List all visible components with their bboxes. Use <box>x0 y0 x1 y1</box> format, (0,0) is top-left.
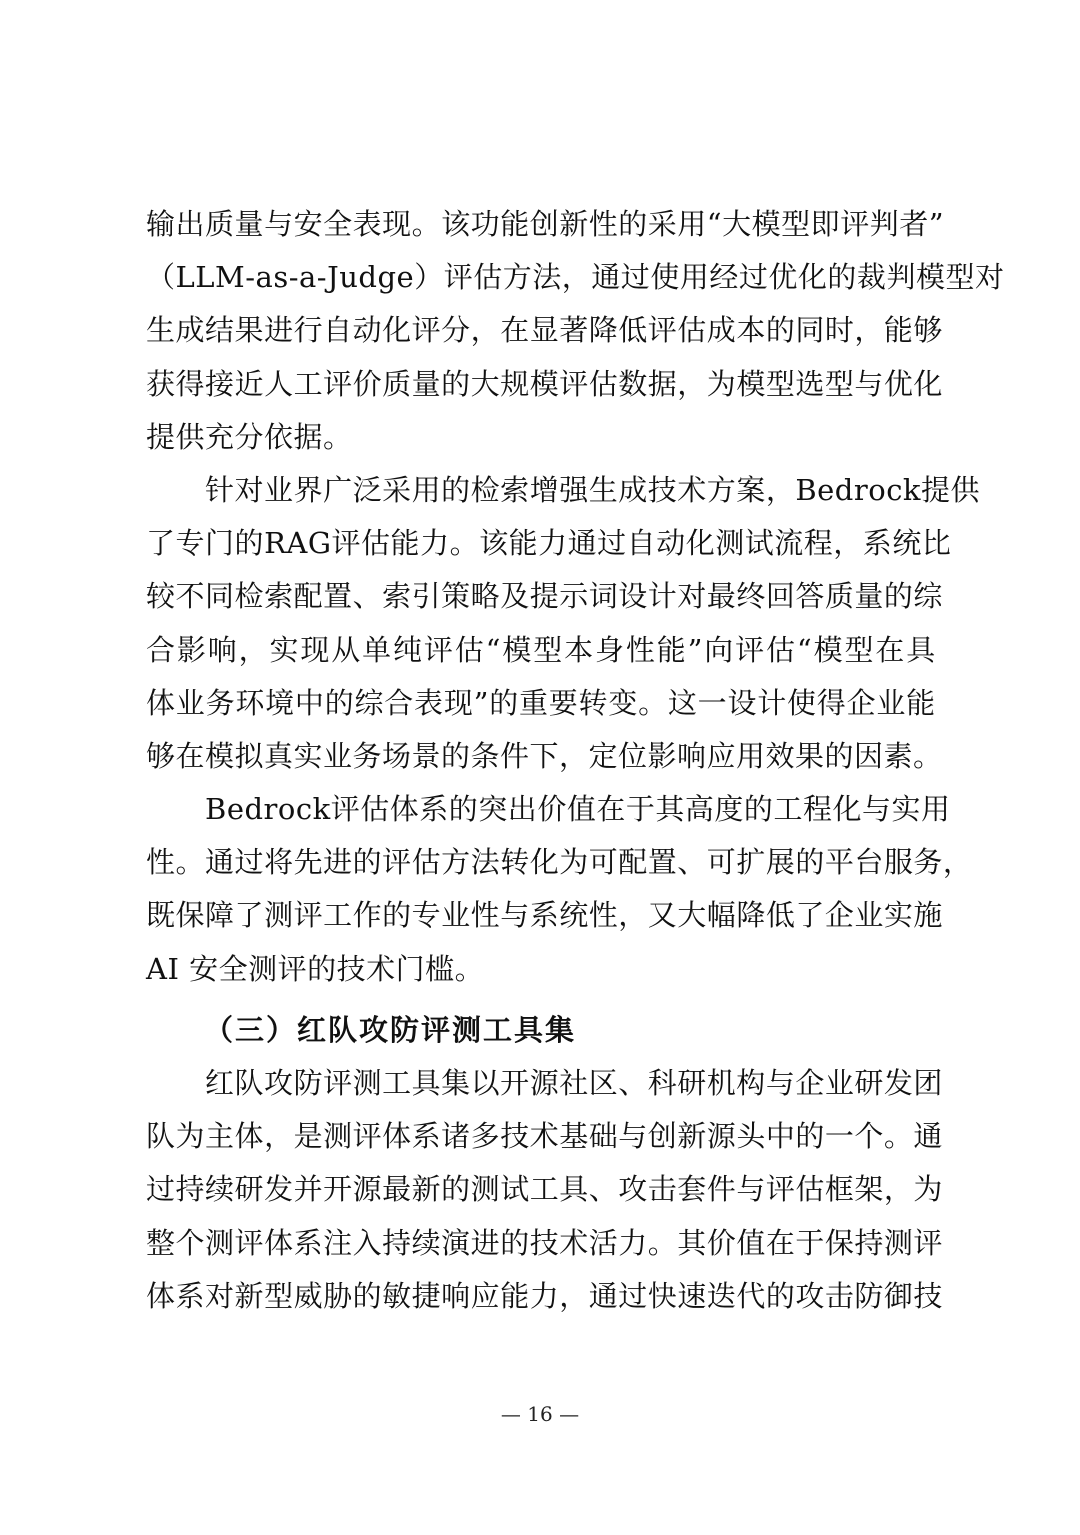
paragraph-line: 生 成 结 果 进 行 自 动 化 评 分 ， 在 显 著 降 低 评 估 成 本 的 同 时 ， 能 够 <box>146 313 943 348</box>
paragraph-line: 较 不 同 检 索 配 置 、 索 引 策 略 及 提 示 词 设 计 对 最 终 回 答 质 量 的 综 <box>146 579 943 614</box>
paragraph-line: 获 得 接 近 人 工 评 价 质 量 的 大 规 模 评 估 数 据 ， 为 模 型 选 型 与 优 化 <box>146 366 943 401</box>
body-text <box>146 198 1005 1323</box>
paragraph-line: （ LLM-as-a-Judge ） 评 估 方 法 ， 通 过 使 用 经 过 优 化 的 裁 判 模 型 对 <box>146 260 1005 295</box>
paragraph-line: 体 系 对 新 型 威 胁 的 敏 捷 响 应 能 力 ， 通 过 快 速 迭 代 的 攻 击 防 御 技 <box>146 1278 943 1313</box>
page-number: — 16 — <box>500 1402 580 1426</box>
paragraph-line: 够在模拟真实业务场景的条件下，定位影响应用效果的因素。 <box>146 738 943 773</box>
section-heading: （三）红队攻防评测工具集 <box>204 1012 577 1047</box>
paragraph-line: 队 为 主 体 ， 是 测 评 体 系 诸 多 技 术 基 础 与 创 新 源 头 中 的 一 个 。 通 <box>146 1119 943 1154</box>
paragraph-line: Bedrock 评 估 体 系 的 突 出 价 值 在 于 其 高 度 的 工 程 化 与 实 用 <box>205 792 951 827</box>
paragraph-line: 性 。 通 过 将 先 进 的 评 估 方 法 转 化 为 可 配 置 、 可 扩 展 的 平 台 服 务 ， <box>146 845 973 880</box>
paragraph-line: 提供充分依据。 <box>146 419 353 454</box>
paragraph-line: 红 队 攻 防 评 测 工 具 集 以 开 源 社 区 、 科 研 机 构 与 企 业 研 发 团 <box>205 1066 943 1100</box>
paragraph-line: AI 安全测评的技术门槛。 <box>146 951 485 986</box>
paragraph-line: 输 出 质 量 与 安 全 表 现 。 该 功 能 创 新 性 的 采 用 “ 大 模 型 即 评 判 者 ” <box>146 207 945 241</box>
paragraph-line: 针 对 业 界 广 泛 采 用 的 检 索 增 强 生 成 技 术 方 案 ， Bedrock 提 供 <box>205 472 981 507</box>
paragraph-line: 过 持 续 研 发 并 开 源 最 新 的 测 试 工 具 、 攻 击 套 件 与 评 估 框 架 ， 为 <box>146 1172 943 1207</box>
paragraph-line: 了 专 门 的 RAG 评 估 能 力 。 该 能 力 通 过 自 动 化 测 试 流 程 ， 系 统 比 <box>146 526 952 561</box>
paragraph-line: 体 业 务 环 境 中 的 综 合 表 现 ” 的 重 要 转 变 。 这 一 设 计 使 得 企 业 能 <box>146 685 936 720</box>
paragraph-line: 既 保 障 了 测 评 工 作 的 专 业 性 与 系 统 性 ， 又 大 幅 降 低 了 企 业 实 施 <box>146 898 943 933</box>
paragraph-line: 合 影 响 ， 实 现 从 单 纯 评 估 “ 模 型 本 身 性 能 ” 向 评 估 “ 模 型 在 具 <box>146 632 936 667</box>
paragraph-line: 整 个 测 评 体 系 注 入 持 续 演 进 的 技 术 活 力 。 其 价 值 在 于 保 持 测 评 <box>146 1225 943 1260</box>
